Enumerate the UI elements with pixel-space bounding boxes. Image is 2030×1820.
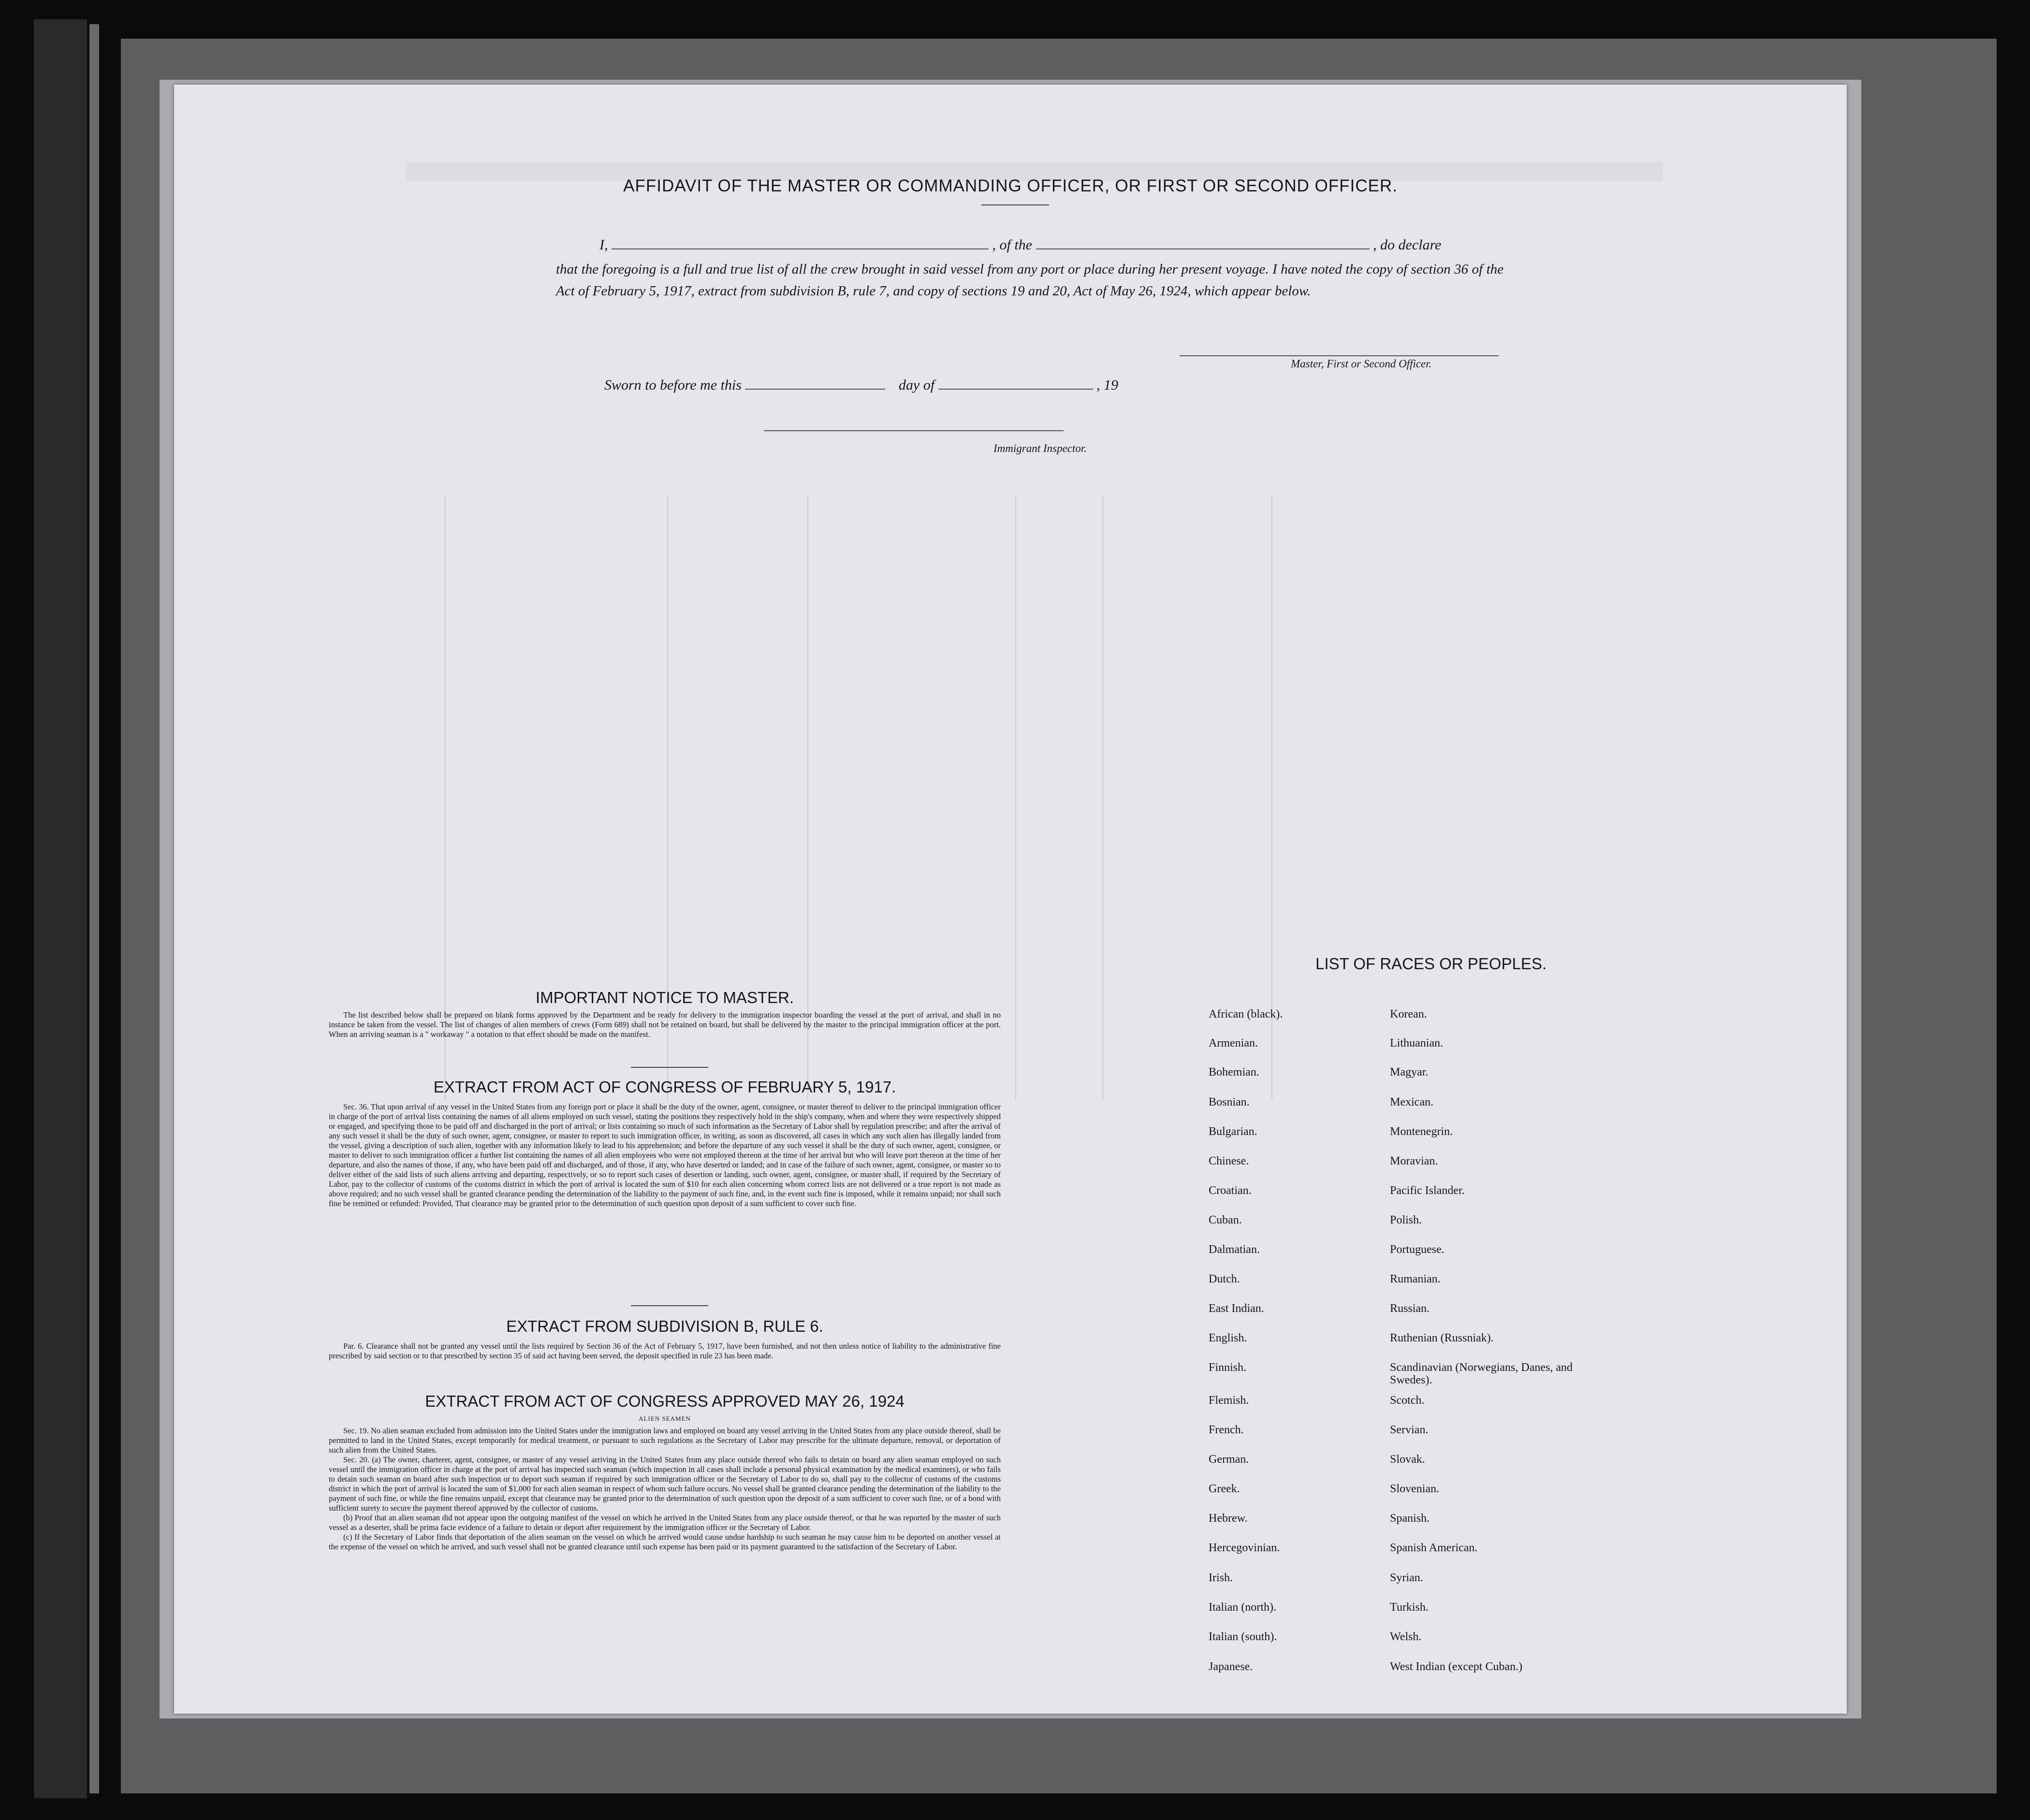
race-item: Scotch. bbox=[1390, 1394, 1425, 1407]
scanner-edge-inner bbox=[89, 24, 99, 1793]
document-page bbox=[174, 85, 1847, 1714]
race-item: West Indian (except Cuban.) bbox=[1390, 1660, 1522, 1673]
declaration-i: I, bbox=[599, 237, 608, 253]
race-item: Mexican. bbox=[1390, 1096, 1433, 1108]
race-item: Armenian. bbox=[1209, 1037, 1258, 1049]
race-item: Slovak. bbox=[1390, 1453, 1425, 1466]
signature-line[interactable] bbox=[1180, 355, 1499, 356]
signature-caption: Master, First or Second Officer. bbox=[1291, 358, 1432, 370]
race-item: Magyar. bbox=[1390, 1066, 1429, 1078]
declaration-of-the: , of the bbox=[992, 237, 1032, 253]
race-item: Croatian. bbox=[1209, 1184, 1252, 1197]
race-item: Japanese. bbox=[1209, 1660, 1253, 1673]
section-20b-paragraph: (b) Proof that an alien seaman did not appear upon the outgoing manifest of the vessel on which he arrived in the United States from any place outside thereof, or that he was reported by the master of such vessel as a deserter, shall be prima facie evidence of a failure to detain or deport after requirement by the immigration officer or the Secretary of Labor. bbox=[329, 1513, 1001, 1532]
race-item: English. bbox=[1209, 1332, 1247, 1344]
alien-seamen-subtitle: ALIEN SEAMEN bbox=[639, 1415, 691, 1422]
affidavit-title: AFFIDAVIT OF THE MASTER OR COMMANDING OFFICER, OR FIRST OR SECOND OFFICER. bbox=[623, 176, 1398, 195]
declaration-declare: , do declare bbox=[1373, 237, 1442, 253]
race-item: Polish. bbox=[1390, 1214, 1422, 1226]
race-item: Cuban. bbox=[1209, 1214, 1242, 1226]
race-item: Moravian. bbox=[1390, 1155, 1438, 1167]
race-item: Chinese. bbox=[1209, 1155, 1249, 1167]
sworn-text: Sworn to before me this bbox=[604, 377, 742, 393]
race-item: Turkish. bbox=[1390, 1601, 1429, 1614]
rule-6-paragraph: Par. 6. Clearance shall not be granted any vessel until the lists required by Section 36 of the Act of February 5, 1917, have been furnished, and not then unless notice of liability to the administrative fine prescribed by said section or to that prescribed by section 35 of said act having been served, the deposit specified in rule 23 has been made. bbox=[329, 1341, 1001, 1360]
race-item: Hercegovinian. bbox=[1209, 1542, 1280, 1554]
race-item: Italian (north). bbox=[1209, 1601, 1276, 1614]
declaration-line bbox=[599, 237, 1692, 253]
race-item: Spanish. bbox=[1390, 1512, 1430, 1525]
scanner-edge bbox=[34, 19, 87, 1798]
extract-rule6-body bbox=[329, 1341, 1001, 1361]
extract-rule6-title: EXTRACT FROM SUBDIVISION B, RULE 6. bbox=[506, 1317, 823, 1335]
notice-body bbox=[329, 1010, 1001, 1039]
section-19-paragraph: Sec. 19. No alien seaman excluded from admission into the United States under the immigration laws and employed on board any vessel arriving in the United States from any place outside thereof, shall be permitted to land in the United States, except temporarily for medical treatment, or pursuant to such regulations as the Secretary of Labor may prescribe for the ultimate departure, removal, or deportation of such alien from the United States. bbox=[329, 1426, 1001, 1455]
affidavit-body: that the foregoing is a full and true list of all the crew brought in said vessel from any port or place during her present voyage. I have noted the copy of section 36 of the Act of February 5, 1917, extract from subdivision B, rule 7, and copy of sections 19 and 20, Act of May 26, 1924, which appear below. bbox=[556, 262, 1504, 299]
section-divider bbox=[631, 1305, 708, 1306]
year-prefix: , 19 bbox=[1096, 377, 1119, 393]
race-item: Hebrew. bbox=[1209, 1512, 1248, 1525]
section-20a-paragraph: Sec. 20. (a) The owner, charterer, agent, consignee, or master of any vessel arriving in the United States from any place outside thereof who fails to detain on board any alien seaman employed on such vessel until the immigration officer in charge at the port of arrival has inspected such seaman (which inspection in all cases shall include a personal physical examination by the medical examiners), or who fails to detain such seaman on board after such inspection or to deport such seaman if required by such immigration officer or the Secretary of Labor to do so, shall pay to the collector of customs of the customs district in which the port of arrival is located the sum of $1,000 for each alien seaman in respect of whom such failure occurs. No vessel shall be granted clearance pending the determination of the liability to the payment of such fine, or while the fine remains unpaid, except that clearance may be granted prior to the determination of such question upon the deposit of a sum sufficient to cover such fine, or of a bond with sufficient surety to secure the payment thereof approved by the collector of customs. bbox=[329, 1455, 1001, 1513]
column-guide bbox=[1015, 495, 1016, 1100]
race-item: Portuguese. bbox=[1390, 1243, 1445, 1256]
race-item: Rumanian. bbox=[1390, 1273, 1441, 1285]
race-item: Irish. bbox=[1209, 1572, 1233, 1584]
column-guide bbox=[807, 495, 808, 1100]
race-item: Bohemian. bbox=[1209, 1066, 1259, 1078]
section-divider bbox=[631, 1067, 708, 1068]
race-item: Servian. bbox=[1390, 1424, 1429, 1436]
section-20c-paragraph: (c) If the Secretary of Labor finds that deportation of the alien seaman on the vessel on which he arrived would cause undue hardship to such seaman he may cause him to be deported on another vessel at the expense of the vessel on which he arrived, and such vessel shall not be granted clearance until such expense has been paid or its payment guaranteed to the satisfaction of the Secretary of Labor. bbox=[329, 1532, 1001, 1551]
section-36-paragraph: Sec. 36. That upon arrival of any vessel in the United States from any foreign port or place it shall be the duty of the owner, agent, consignee, or master thereof to deliver to the principal immigration officer in charge of the port of arrival lists containing the names of all aliens employed on such vessel, stating the positions they respectively hold in the ship's company, when and where they were respectively shipped or engaged, and specifying those to be paid off and discharged in the port of arrival; or lists containing so much of such information as the Secretary of Labor shall by regulation prescribe; and after the arrival of any such vessel it shall be the duty of such owner, agent, consignee, or master to report to such immigration officer, in writing, as soon as discovered, all cases in which any such alien has illegally landed from the vessel, giving a description of such alien, together with any information likely to lead to his apprehension; and before the departure of any such vessel it shall be the duty of such owner, agent, consignee, or master to deliver to such immigration officer a further list containing the names of all alien employees who were not employed thereon at the time of her arrival but who will leave port thereon at the time of her departure, and also the names of those, if any, who have been paid off and discharged, and of those, if any, who have deserted or landed; and in case of the failure of such owner, agent, consignee, or master so to deliver either of the said lists of such aliens arriving and departing, respectively, or so to report such cases of desertion or landing, such owner, agent, consignee, or master shall, if required by the Secretary of Labor, pay to the collector of customs of the customs district in which the port of arrival is located the sum of $10 for each alien concerning whom correct lists are not delivered or a true report is not made as above required; and no such vessel shall be granted clearance pending the determination of the liability to the payment of such fine, and, in the event such fine is imposed, while it remains unpaid; nor shall such fine be remitted or refunded: Provided, That clearance may be granted prior to the determination of such question upon deposit of a sum sufficient to cover such fine. bbox=[329, 1102, 1001, 1208]
race-item: Dutch. bbox=[1209, 1273, 1240, 1285]
extract-1917-body bbox=[329, 1102, 1001, 1208]
name-field[interactable] bbox=[612, 238, 989, 249]
inspector-signature-line[interactable] bbox=[764, 430, 1064, 431]
race-item: Syrian. bbox=[1390, 1572, 1423, 1584]
sworn-day-field[interactable] bbox=[745, 378, 885, 390]
race-item: Pacific Islander. bbox=[1390, 1184, 1465, 1197]
race-item: German. bbox=[1209, 1453, 1249, 1466]
race-item: Montenegrin. bbox=[1390, 1125, 1453, 1138]
race-item: Flemish. bbox=[1209, 1394, 1249, 1407]
race-item: Ruthenian (Russniak). bbox=[1390, 1332, 1494, 1344]
race-item: Korean. bbox=[1390, 1008, 1427, 1020]
race-item: Greek. bbox=[1209, 1483, 1240, 1495]
races-title: LIST OF RACES OR PEOPLES. bbox=[1315, 955, 1547, 973]
race-item: Finnish. bbox=[1209, 1361, 1247, 1374]
column-guide bbox=[445, 495, 446, 1100]
day-of-text: day of bbox=[898, 377, 935, 393]
extract-1924-title: EXTRACT FROM ACT OF CONGRESS APPROVED MAY 26, 1924 bbox=[425, 1392, 905, 1410]
race-item: French. bbox=[1209, 1424, 1244, 1436]
race-item: Lithuanian. bbox=[1390, 1037, 1443, 1049]
vessel-field[interactable] bbox=[1036, 238, 1370, 249]
sworn-line bbox=[604, 377, 1378, 393]
notice-paragraph: The list described below shall be prepared on blank forms approved by the Department and be ready for delivery to the immigration inspector boarding the vessel at the port of arrival, and shall in no instance be taken from the vessel. The list of changes of alien members of crews (Form 689) shall not be retained on board, but shall be delivered by the master to the principal immigration officer at the port. When an arriving seaman is a " workaway " a notation to that effect should be made on the manifest. bbox=[329, 1010, 1001, 1039]
race-item: Bosnian. bbox=[1209, 1096, 1250, 1108]
race-item: Dalmatian. bbox=[1209, 1243, 1260, 1256]
column-guide bbox=[667, 495, 668, 1100]
extract-1917-title: EXTRACT FROM ACT OF CONGRESS OF FEBRUARY 5, 1917. bbox=[433, 1078, 896, 1096]
title-rule bbox=[981, 204, 1049, 205]
race-item: Italian (south). bbox=[1209, 1631, 1277, 1643]
race-item: Welsh. bbox=[1390, 1631, 1422, 1643]
sworn-month-field[interactable] bbox=[938, 378, 1093, 390]
race-item: East Indian. bbox=[1209, 1302, 1264, 1315]
race-item: Slovenian. bbox=[1390, 1483, 1439, 1495]
notice-title: IMPORTANT NOTICE TO MASTER. bbox=[535, 989, 794, 1006]
extract-1924-body bbox=[329, 1426, 1001, 1552]
race-item: Spanish American. bbox=[1390, 1542, 1478, 1554]
column-guide bbox=[1102, 495, 1103, 1100]
race-item: Scandinavian (Norwegians, Danes, and Swedes). bbox=[1390, 1361, 1573, 1386]
race-item: Russian. bbox=[1390, 1302, 1430, 1315]
race-item: African (black). bbox=[1209, 1008, 1283, 1020]
inspector-caption: Immigrant Inspector. bbox=[993, 442, 1087, 454]
race-item: Bulgarian. bbox=[1209, 1125, 1257, 1138]
